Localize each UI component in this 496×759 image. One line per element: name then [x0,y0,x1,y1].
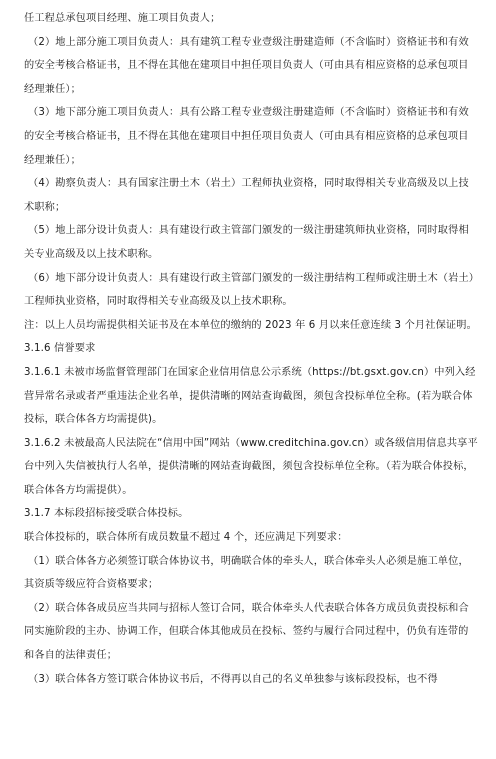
paragraph-credit-item-1: 3.1.6.1 未被市场监督管理部门在国家企业信用信息公示系统（https://bt.gsxt.gov.cn）中列入经营异常名录或者严重违法企业名单，提供清晰的网站查询截图，须包含投标单位全称。(若为联合体投标，联合体各方均需提供)。 [24,366,476,426]
paragraph-underground-construction-lead: （3）地下部分施工项目负责人：具有公路工程专业壹级注册建造师（不含临时）资格证书和有效的安全考核合格证书，且不得在其他在建项目中担任项目负责人（可由具有相应资格的总承包项目经理兼任）； [24,107,469,166]
section-heading-consortium: 3.1.7 本标段招标接受联合体投标。 [24,508,189,520]
paragraph-consortium-req-2: （2）联合体各成员应当共同与招标人签订合同，联合体牵头人代表联合体各方成员负责投标和合同实施阶段的主办、协调工作，但联合体其他成员在投标、签约与履行合同过程中，仍负有连带的和各自的法律责任； [24,602,469,662]
paragraph-consortium-req-1: （1）联合体各方必须签订联合体协议书，明确联合体的牵头人，联合体牵头人必须是施工单位，其资质等级应符合资格要求； [24,555,469,591]
paragraph-above-ground-design-lead: （5）地上部分设计负责人：具有建设行政主管部门颁发的一级注册建筑师执业资格，同时取得相关专业高级及以上技术职称。 [24,225,469,260]
paragraph-underground-design-lead: （6）地下部分设计负责人：具有建设行政主管部门颁发的一级注册结构工程师或注册土木（岩土）工程师执业资格，同时取得相关专业高级及以上技术职称。 [24,272,475,308]
paragraph-above-ground-construction-lead: （2）地上部分施工项目负责人：具有建筑工程专业壹级注册建造师（不含临时）资格证书和有效的安全考核合格证书，且不得在其他在建项目中担任项目负责人（可由具有相应资格的总承包项目经理兼任）； [24,36,469,95]
paragraph-survey-lead: （4）勘察负责人：具有国家注册土木（岩土）工程师执业资格，同时取得相关专业高级及以上技术职称； [24,178,469,213]
paragraph-project-manager-tail: 任工程总承包项目经理、施工项目负责人； [24,13,221,24]
section-heading-credit-requirements: 3.1.6 信誉要求 [24,343,96,355]
paragraph-consortium-req-3: （3）联合体各方签订联合体协议书后，不得再以自己的名义单独参与该标段投标，也不得 [28,673,438,685]
paragraph-consortium-intro: 联合体投标的，联合体所有成员数量不超过 4 个，还应满足下列要求： [24,532,348,544]
paragraph-credit-item-2: 3.1.6.2 未被最高人民法院在“信用中国”网站（www.creditchina.gov.cn）或各级信用信息共享平台中列入失信被执行人名单，提供清晰的网站查询截图，须包含投标单位全称。（若为联合体投标，联合体各方均需提供）。 [24,437,478,496]
paragraph-personnel-note: 注：以上人员均需提供相关证书及在本单位的缴纳的 2023 年 6 月以来任意连续 3 个月社保证明。 [24,319,477,331]
